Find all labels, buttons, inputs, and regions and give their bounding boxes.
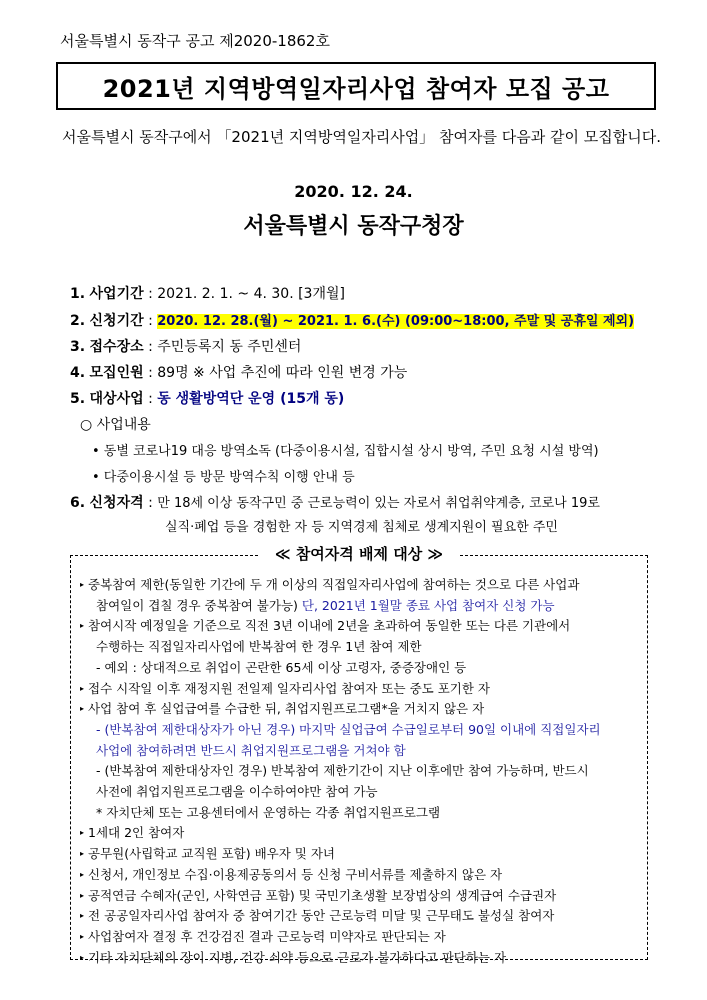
bullet-icon: ▸ <box>80 869 85 879</box>
exclusion-line <box>80 616 570 634</box>
exclusion-line <box>80 844 335 862</box>
bullet-icon: ▸ <box>80 621 85 631</box>
bullet-icon: ▸ <box>80 931 85 941</box>
exclusion-line-text: 1세대 2인 참여자 <box>88 825 185 841</box>
item-label: 신청자격 <box>89 495 144 511</box>
item-target <box>70 388 344 408</box>
exclusion-caption <box>70 543 648 564</box>
exclusion-line-text: 전 공공일자리사업 참여자 중 참여기간 동안 근로능력 미달 및 근무태도 불성실 참여자 <box>88 908 555 924</box>
exclusion-line-text: 사업에 참여하려면 반드시 취업지원프로그램을 거쳐야 함 <box>96 742 406 758</box>
exclusion-line-text: 중복참여 제한(동일한 기간에 두 개 이상의 직접일자리사업에 참여하는 것으로 다른 사업과 <box>88 577 580 592</box>
item-sep: : <box>148 365 153 381</box>
exclusion-line-text: 참여일이 겹칠 경우 중복참여 불가능) <box>96 597 298 613</box>
exclusion-line <box>80 948 506 966</box>
bullet-icon: ▸ <box>80 828 85 838</box>
item-num: 5. <box>70 391 86 407</box>
item-label: 신청기간 <box>89 313 144 329</box>
item-num: 2. <box>70 313 86 329</box>
item-value: 만 18세 이상 동작구민 중 근로능력이 있는 자로서 취업취약계층, 코로나 19로 <box>157 496 600 511</box>
exclusion-line <box>80 575 579 593</box>
item-sep: : <box>148 313 153 329</box>
exclusion-line-text: 신청서, 개인정보 수집·이용제공동의서 등 신청 구비서류를 제출하지 않은 자 <box>88 866 503 882</box>
notice-date: 2020. 12. 24. <box>294 182 413 201</box>
item-label: 접수장소 <box>89 339 144 355</box>
bullet-icon: ▸ <box>80 911 85 921</box>
exclusion-title: ≪ 참여자격 배제 대상 ≫ <box>259 545 459 563</box>
exclusion-line <box>96 658 466 676</box>
exclusion-line <box>80 927 446 945</box>
content-title: ○ 사업내용 <box>80 417 151 433</box>
exclusion-line-text: 공무원(사립학교 교직원 포함) 배우자 및 자녀 <box>88 846 335 862</box>
item-label: 모집인원 <box>89 365 144 381</box>
exclusion-line <box>96 596 555 614</box>
item-sep: : <box>148 495 153 511</box>
exclusion-line <box>80 886 556 904</box>
exclusion-line <box>96 741 406 759</box>
title-box <box>56 62 656 110</box>
exclusion-line <box>80 699 484 717</box>
exclusion-line <box>80 865 502 883</box>
item-value: 2021. 2. 1. ~ 4. 30. [3개월] <box>157 286 345 302</box>
exclusion-line <box>80 823 184 841</box>
exclusion-line <box>96 637 422 655</box>
item-sep: : <box>148 391 153 407</box>
exclusion-line-text: 사전에 취업지원프로그램을 이수하여야만 참여 가능 <box>96 784 378 799</box>
exclusion-line <box>80 906 554 924</box>
item-qualify <box>70 492 600 512</box>
bullet-icon: ▸ <box>80 683 85 693</box>
intro-text: 서울특별시 동작구에서 「2021년 지역방역일자리사업」 참여자를 다음과 같이 모집합니다. <box>62 128 661 146</box>
bullet-icon: ▸ <box>80 580 85 589</box>
exclusion-line-text: 사업 참여 후 실업급여를 수급한 뒤, 취업지원프로그램*을 거치지 않은 자 <box>88 701 485 717</box>
item-value: 89명 ※ 사업 추진에 따라 인원 변경 가능 <box>157 365 408 381</box>
item-period <box>70 283 345 303</box>
exclusion-line-text: * 자치단체 또는 고용센터에서 운영하는 각종 취업지원프로그램 <box>96 804 441 820</box>
item-label: 사업기간 <box>89 286 144 302</box>
exclusion-line-text: 기타 자치단체의 장이 지병, 건강 쇠약 등으로 근로가 불가하다고 판단하는 자 <box>88 949 507 965</box>
exclusion-line <box>80 679 490 697</box>
exclusion-line-text: 접수 시작일 이후 재정지원 전일제 일자리사업 참여자 또는 중도 포기한 자 <box>88 680 491 696</box>
exclusion-line <box>96 782 378 800</box>
item-sep: : <box>148 339 153 355</box>
item-qualify-cont: 실직·폐업 등을 경험한 자 등 지역경제 침체로 생계지원이 필요한 주민 <box>165 520 558 535</box>
bullet-icon: ▸ <box>80 952 85 962</box>
item-sep: : <box>148 286 153 302</box>
item-apply <box>70 310 634 330</box>
exclusion-line-text: - 예외 : 상대적으로 취업이 곤란한 65세 이상 고령자, 중증장애인 등 <box>96 659 467 675</box>
item-value-highlight: 2020. 12. 28.(월) ~ 2021. 1. 6.(수) (09:00~18:00, 주말 및 공휴일 제외) <box>157 314 635 329</box>
exclusion-line-note: 단, 2021년 1월말 종료 사업 참여자 신청 가능 <box>297 597 555 613</box>
item-label: 대상사업 <box>89 391 144 407</box>
item-num: 6. <box>70 495 86 511</box>
item-value: 동 생활방역단 운영 (15개 동) <box>157 391 345 407</box>
item-num: 3. <box>70 339 86 355</box>
exclusion-line-text: - (반복참여 제한대상자가 아닌 경우) 마지막 실업급여 수급일로부터 90일 이내에 직접일자리 <box>96 721 601 737</box>
exclusion-line-text: - (반복참여 제한대상자인 경우) 반복참여 제한기간이 지난 이후에만 참여 가능하며, 반드시 <box>96 763 589 779</box>
exclusion-line-text: 사업참여자 결정 후 건강검진 결과 근로능력 미약자로 판단되는 자 <box>88 928 446 944</box>
exclusion-line <box>96 761 589 779</box>
item-num: 4. <box>70 365 86 381</box>
content-line-1: • 동별 코로나19 대응 방역소독 (다중이용시설, 집합시설 상시 방역, 주민 요청 시설 방역) <box>92 444 599 459</box>
item-num: 1. <box>70 286 86 302</box>
exclusion-line <box>96 720 601 738</box>
item-value: 주민등록지 동 주민센터 <box>157 339 302 355</box>
bullet-icon: ▸ <box>80 849 85 859</box>
exclusion-line <box>96 803 440 821</box>
item-place <box>70 336 301 356</box>
issuer: 서울특별시 동작구청장 <box>243 214 464 239</box>
notice-number: 서울특별시 동작구 공고 제2020-1862호 <box>60 32 330 50</box>
item-people <box>70 362 407 382</box>
exclusion-line-text: 수행하는 직접일자리사업에 반복참여 한 경우 1년 참여 제한 <box>96 639 422 655</box>
exclusion-line-text: 참여시작 예정일을 기준으로 직전 3년 이내에 2년을 초과하여 동일한 또는 다른 기관에서 <box>88 618 571 634</box>
bullet-icon: ▸ <box>80 890 85 900</box>
content-line-2: • 다중이용시설 등 방문 방역수칙 이행 안내 등 <box>92 470 355 485</box>
exclusion-line-text: 공적연금 수혜자(군인, 사학연금 포함) 및 국민기초생활 보장법상의 생계급여 수급권자 <box>88 887 557 903</box>
bullet-icon: ▸ <box>80 704 85 714</box>
page-title: 2021년 지역방역일자리사업 참여자 모집 공고 <box>102 74 610 103</box>
